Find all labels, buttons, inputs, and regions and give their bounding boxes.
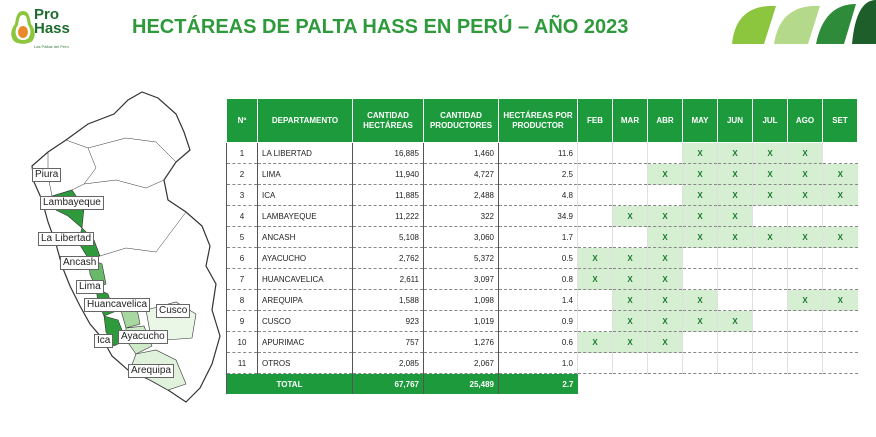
cell-month-mar: X xyxy=(613,290,648,311)
cell-month-jun: X xyxy=(718,164,753,185)
cell-month-ago xyxy=(788,248,823,269)
cell-month-jun: X xyxy=(718,143,753,164)
cell-month-jul: X xyxy=(753,164,788,185)
cell-month-may: X xyxy=(683,311,718,332)
cell-month-jun: X xyxy=(718,311,753,332)
cell-hectareas-por-productor: 0.6 xyxy=(499,332,578,353)
cell-month-ago: X xyxy=(788,290,823,311)
cell-departamento: ICA xyxy=(258,185,353,206)
cell-productores: 1,276 xyxy=(424,332,499,353)
map-label-ica: Ica xyxy=(94,334,113,348)
cell-month-jun: X xyxy=(718,227,753,248)
cell-productores: 1,460 xyxy=(424,143,499,164)
cell-num: 10 xyxy=(227,332,258,353)
cell-month-feb xyxy=(578,206,613,227)
map-label-arequipa: Arequipa xyxy=(128,364,174,378)
header-cantidad-productores: CANTIDAD PRODUCTORES xyxy=(424,99,499,143)
cell-productores: 5,372 xyxy=(424,248,499,269)
header-cantidad-hectareas: CANTIDAD HECTÁREAS xyxy=(353,99,424,143)
map-label-ayacucho: Ayacucho xyxy=(118,330,168,344)
cell-month-ago xyxy=(788,311,823,332)
cell-month-mar xyxy=(613,353,648,374)
cell-month-abr: X xyxy=(648,164,683,185)
cell-month-abr: X xyxy=(648,227,683,248)
total-hectareas: 67,767 xyxy=(353,374,424,395)
total-blank xyxy=(578,374,858,395)
cell-month-ago xyxy=(788,353,823,374)
cell-month-set xyxy=(823,143,858,164)
cell-month-mar xyxy=(613,143,648,164)
cell-month-jun xyxy=(718,290,753,311)
cell-month-ago xyxy=(788,332,823,353)
cell-num: 3 xyxy=(227,185,258,206)
cell-month-may xyxy=(683,332,718,353)
cell-productores: 2,488 xyxy=(424,185,499,206)
table-row xyxy=(227,185,858,206)
header-month: AGO xyxy=(788,99,823,143)
cell-month-mar xyxy=(613,185,648,206)
table-row xyxy=(227,311,858,332)
cell-month-jul: X xyxy=(753,227,788,248)
total-productores: 25,489 xyxy=(424,374,499,395)
cell-month-set xyxy=(823,311,858,332)
cell-month-jul xyxy=(753,269,788,290)
cell-hectareas-por-productor: 2.5 xyxy=(499,164,578,185)
table-header-row xyxy=(227,99,858,143)
cell-month-feb: X xyxy=(578,269,613,290)
cell-hectareas: 2,762 xyxy=(353,248,424,269)
cell-hectareas-por-productor: 0.9 xyxy=(499,311,578,332)
cell-month-ago xyxy=(788,269,823,290)
cell-month-ago: X xyxy=(788,143,823,164)
table-row xyxy=(227,164,858,185)
cell-month-abr: X xyxy=(648,248,683,269)
cell-num: 9 xyxy=(227,311,258,332)
hectares-table xyxy=(226,98,858,394)
cell-month-jul xyxy=(753,290,788,311)
cell-month-jul: X xyxy=(753,185,788,206)
header-month: ABR xyxy=(648,99,683,143)
cell-month-abr xyxy=(648,143,683,164)
cell-hectareas-por-productor: 11.6 xyxy=(499,143,578,164)
cell-hectareas: 2,085 xyxy=(353,353,424,374)
cell-departamento: OTROS xyxy=(258,353,353,374)
brand-name-line1: Pro xyxy=(34,6,60,23)
cell-month-mar: X xyxy=(613,206,648,227)
cell-departamento: HUANCAVELICA xyxy=(258,269,353,290)
cell-month-jun: X xyxy=(718,206,753,227)
header-decoration xyxy=(716,0,876,44)
peru-map xyxy=(26,88,226,408)
cell-month-feb xyxy=(578,353,613,374)
cell-hectareas-por-productor: 0.5 xyxy=(499,248,578,269)
map-label-piura: Piura xyxy=(32,168,61,182)
cell-month-set xyxy=(823,269,858,290)
cell-month-feb xyxy=(578,227,613,248)
cell-hectareas: 11,885 xyxy=(353,185,424,206)
cell-month-feb: X xyxy=(578,248,613,269)
cell-hectareas: 11,222 xyxy=(353,206,424,227)
table-row xyxy=(227,290,858,311)
cell-departamento: ANCASH xyxy=(258,227,353,248)
header-month: SET xyxy=(823,99,858,143)
cell-departamento: LIMA xyxy=(258,164,353,185)
header-departamento: DEPARTAMENTO xyxy=(258,99,353,143)
cell-productores: 322 xyxy=(424,206,499,227)
cell-month-set: X xyxy=(823,185,858,206)
header-month: MAY xyxy=(683,99,718,143)
cell-departamento: APURIMAC xyxy=(258,332,353,353)
cell-month-feb xyxy=(578,311,613,332)
cell-hectareas-por-productor: 34.9 xyxy=(499,206,578,227)
cell-departamento: LA LIBERTAD xyxy=(258,143,353,164)
cell-month-jul xyxy=(753,206,788,227)
table-row xyxy=(227,227,858,248)
cell-month-mar: X xyxy=(613,248,648,269)
map-label-ancash: Ancash xyxy=(60,256,99,270)
brand-name-line2: Hass xyxy=(34,20,70,37)
cell-month-may: X xyxy=(683,185,718,206)
map-label-la-libertad: La Libertad xyxy=(38,232,94,246)
cell-month-may: X xyxy=(683,143,718,164)
cell-departamento: AYACUCHO xyxy=(258,248,353,269)
cell-month-set: X xyxy=(823,227,858,248)
cell-month-jul: X xyxy=(753,143,788,164)
cell-month-feb xyxy=(578,143,613,164)
cell-month-abr xyxy=(648,353,683,374)
cell-month-abr: X xyxy=(648,206,683,227)
cell-hectareas-por-productor: 1.7 xyxy=(499,227,578,248)
cell-month-may: X xyxy=(683,206,718,227)
cell-num: 2 xyxy=(227,164,258,185)
header-month: FEB xyxy=(578,99,613,143)
cell-month-abr: X xyxy=(648,290,683,311)
cell-month-set xyxy=(823,206,858,227)
map-label-huancavelica: Huancavelica xyxy=(84,298,150,312)
cell-departamento: AREQUIPA xyxy=(258,290,353,311)
cell-month-abr: X xyxy=(648,269,683,290)
cell-month-abr: X xyxy=(648,332,683,353)
header-month: JUN xyxy=(718,99,753,143)
cell-month-may xyxy=(683,248,718,269)
cell-hectareas-por-productor: 1.0 xyxy=(499,353,578,374)
cell-month-mar: X xyxy=(613,311,648,332)
header-month: JUL xyxy=(753,99,788,143)
cell-month-jul xyxy=(753,332,788,353)
cell-productores: 1,019 xyxy=(424,311,499,332)
total-hectareas-por-productor: 2.7 xyxy=(499,374,578,395)
cell-departamento: LAMBAYEQUE xyxy=(258,206,353,227)
cell-hectareas: 757 xyxy=(353,332,424,353)
cell-productores: 3,097 xyxy=(424,269,499,290)
cell-num: 7 xyxy=(227,269,258,290)
table-body xyxy=(227,143,858,395)
cell-month-set xyxy=(823,353,858,374)
cell-num: 6 xyxy=(227,248,258,269)
cell-num: 4 xyxy=(227,206,258,227)
cell-month-jun xyxy=(718,332,753,353)
cell-month-ago: X xyxy=(788,185,823,206)
cell-month-ago: X xyxy=(788,227,823,248)
cell-productores: 4,727 xyxy=(424,164,499,185)
cell-hectareas-por-productor: 4.8 xyxy=(499,185,578,206)
map-label-lima: Lima xyxy=(76,280,104,294)
total-row xyxy=(227,374,858,395)
page-title: HECTÁREAS DE PALTA HASS EN PERÚ – AÑO 2023 xyxy=(132,16,629,38)
table-row xyxy=(227,332,858,353)
cell-month-feb xyxy=(578,164,613,185)
cell-hectareas-por-productor: 1.4 xyxy=(499,290,578,311)
peru-map-shape xyxy=(26,88,226,408)
brand-tagline: Las Paltas del Perú xyxy=(34,44,69,49)
table-row xyxy=(227,143,858,164)
cell-month-may: X xyxy=(683,164,718,185)
cell-num: 11 xyxy=(227,353,258,374)
cell-month-may xyxy=(683,269,718,290)
table-row xyxy=(227,206,858,227)
cell-month-feb xyxy=(578,185,613,206)
cell-hectareas: 1,588 xyxy=(353,290,424,311)
cell-hectareas: 2,611 xyxy=(353,269,424,290)
header-hectareas-por-productor: HECTÁREAS POR PRODUCTOR xyxy=(499,99,578,143)
cell-month-set: X xyxy=(823,164,858,185)
cell-month-feb: X xyxy=(578,332,613,353)
cell-hectareas: 11,940 xyxy=(353,164,424,185)
cell-month-mar xyxy=(613,164,648,185)
cell-month-jul xyxy=(753,248,788,269)
table-row xyxy=(227,269,858,290)
cell-num: 8 xyxy=(227,290,258,311)
cell-month-abr xyxy=(648,185,683,206)
cell-month-ago xyxy=(788,206,823,227)
cell-hectareas: 5,108 xyxy=(353,227,424,248)
cell-hectareas: 923 xyxy=(353,311,424,332)
table-row xyxy=(227,353,858,374)
cell-departamento: CUSCO xyxy=(258,311,353,332)
cell-num: 1 xyxy=(227,143,258,164)
cell-month-may: X xyxy=(683,227,718,248)
cell-month-set xyxy=(823,332,858,353)
map-label-lambayeque: Lambayeque xyxy=(40,196,104,210)
cell-month-set xyxy=(823,248,858,269)
cell-month-set: X xyxy=(823,290,858,311)
cell-month-ago: X xyxy=(788,164,823,185)
cell-hectareas: 16,885 xyxy=(353,143,424,164)
cell-month-may xyxy=(683,353,718,374)
table-row xyxy=(227,248,858,269)
cell-productores: 3,060 xyxy=(424,227,499,248)
cell-month-mar xyxy=(613,227,648,248)
cell-month-jul xyxy=(753,311,788,332)
header-month: MAR xyxy=(613,99,648,143)
cell-month-feb xyxy=(578,290,613,311)
cell-month-jun: X xyxy=(718,185,753,206)
cell-month-abr: X xyxy=(648,311,683,332)
cell-productores: 2,067 xyxy=(424,353,499,374)
cell-month-jun xyxy=(718,269,753,290)
cell-month-mar: X xyxy=(613,269,648,290)
cell-month-jun xyxy=(718,353,753,374)
cell-month-mar: X xyxy=(613,332,648,353)
cell-productores: 1,098 xyxy=(424,290,499,311)
total-label: TOTAL xyxy=(227,374,353,395)
header-num: Nº xyxy=(227,99,258,143)
brand-name xyxy=(34,8,70,36)
cell-month-may: X xyxy=(683,290,718,311)
cell-num: 5 xyxy=(227,227,258,248)
cell-hectareas-por-productor: 0.8 xyxy=(499,269,578,290)
map-label-cusco: Cusco xyxy=(156,304,190,318)
cell-month-jun xyxy=(718,248,753,269)
cell-month-jul xyxy=(753,353,788,374)
